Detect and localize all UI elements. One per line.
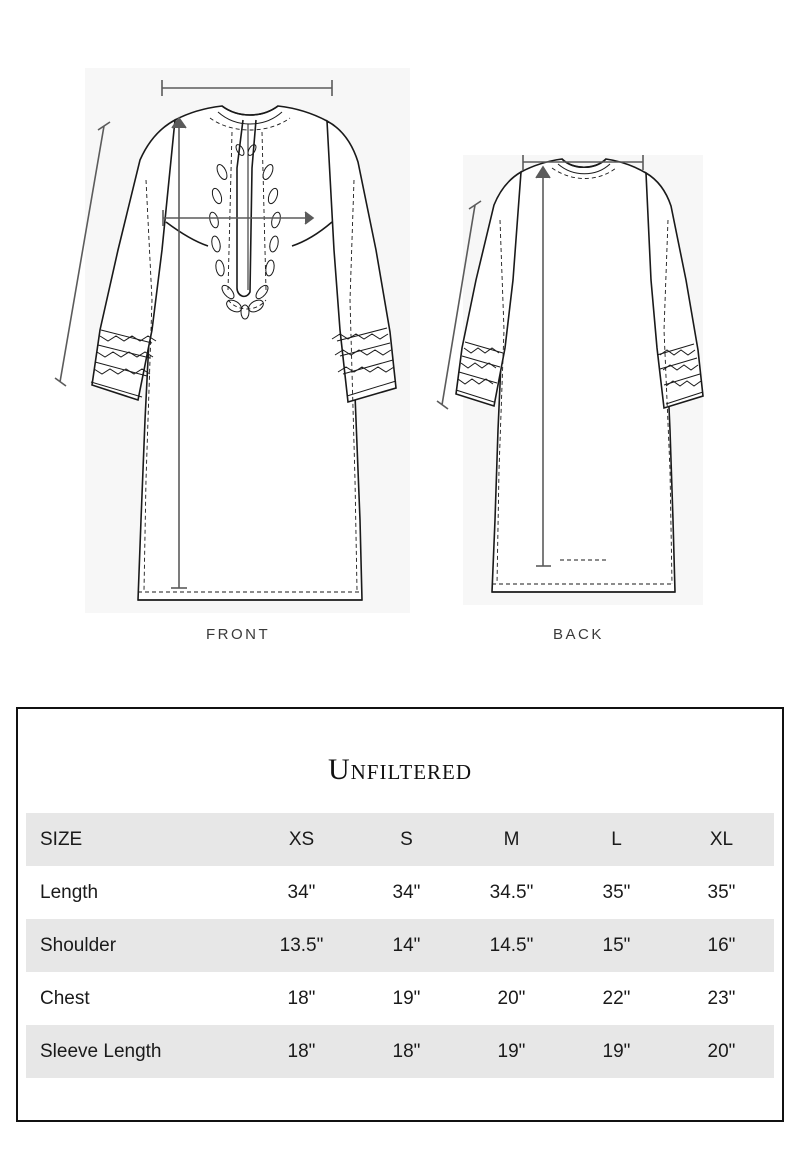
row-label: Chest: [26, 972, 249, 1025]
cell-value: 34": [354, 866, 459, 919]
cell-value: 16": [669, 919, 774, 972]
table-row: [26, 919, 774, 972]
row-label: Sleeve Length: [26, 1025, 249, 1078]
cell-value: 15": [564, 919, 669, 972]
cell-value: 22": [564, 972, 669, 1025]
column-header-m: M: [459, 813, 564, 866]
cell-value: 35": [669, 866, 774, 919]
cell-value: 35": [564, 866, 669, 919]
table-row: [26, 1025, 774, 1078]
cell-value: 19": [354, 972, 459, 1025]
cell-value: 20": [459, 972, 564, 1025]
column-header-xs: XS: [249, 813, 354, 866]
cell-value: 19": [564, 1025, 669, 1078]
table-header-row: [26, 813, 774, 866]
column-header-l: L: [564, 813, 669, 866]
cell-value: 18": [354, 1025, 459, 1078]
cell-value: 13.5": [249, 919, 354, 972]
row-label: Length: [26, 866, 249, 919]
column-header-xl: XL: [669, 813, 774, 866]
cell-value: 19": [459, 1025, 564, 1078]
cell-value: 18": [249, 972, 354, 1025]
size-chart-table: [26, 813, 774, 1078]
cell-value: 20": [669, 1025, 774, 1078]
cell-value: 18": [249, 1025, 354, 1078]
cell-value: 14.5": [459, 919, 564, 972]
cell-value: 23": [669, 972, 774, 1025]
table-row: [26, 972, 774, 1025]
column-header-size: SIZE: [26, 813, 249, 866]
brand-title: Unfiltered: [327, 753, 473, 786]
table-row: [26, 866, 774, 919]
cell-value: 34": [249, 866, 354, 919]
size-chart-frame: [16, 707, 784, 1122]
cell-value: 14": [354, 919, 459, 972]
front-view-caption: FRONT: [206, 626, 271, 643]
cell-value: 34.5": [459, 866, 564, 919]
row-label: Shoulder: [26, 919, 249, 972]
back-view-caption: BACK: [553, 626, 604, 643]
column-header-s: S: [354, 813, 459, 866]
